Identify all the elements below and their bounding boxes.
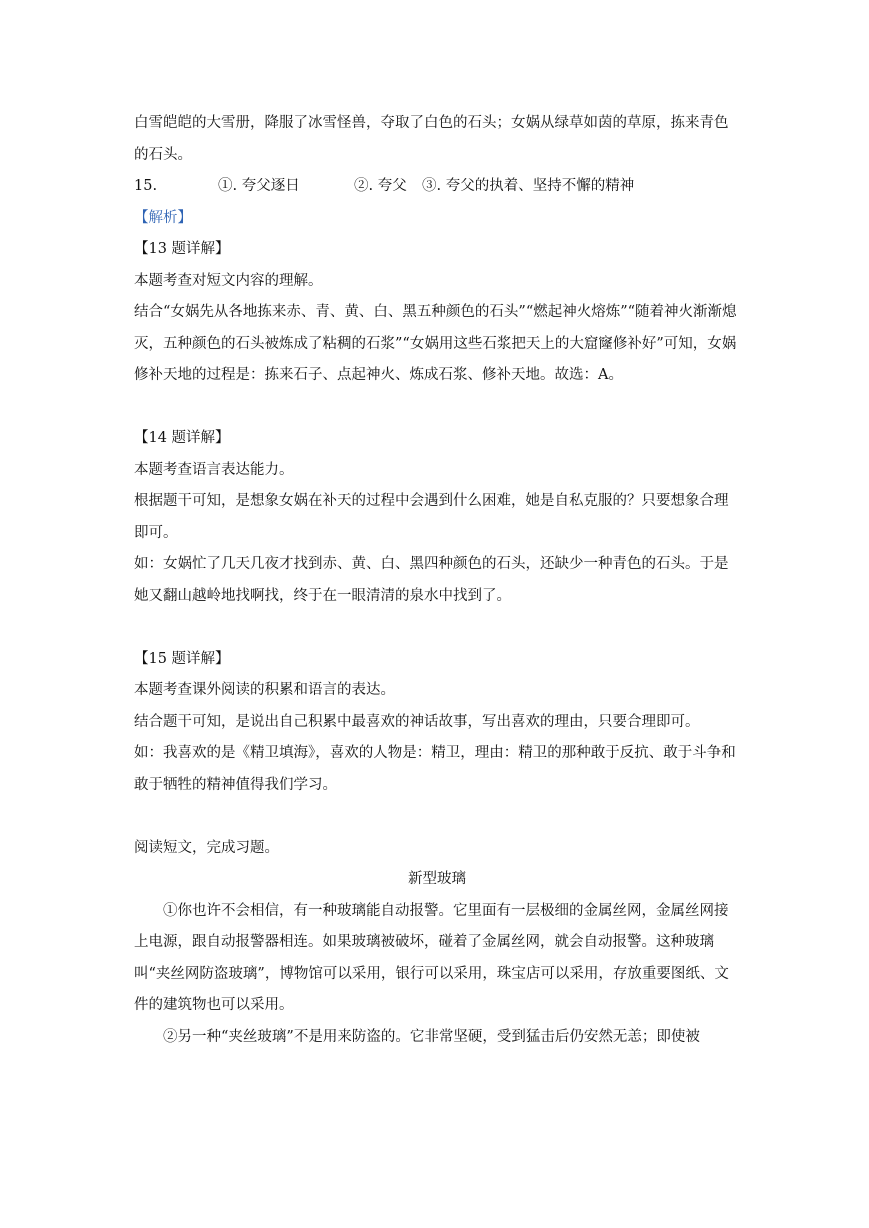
question-number: 15. — [134, 178, 158, 194]
section-15-heading: 【15 题详解】 — [134, 650, 230, 667]
spacer — [134, 612, 740, 644]
section-14-intro: 本题考查语言表达能力。 — [134, 461, 294, 478]
section-13-heading: 【13 题详解】 — [134, 241, 230, 257]
spacer — [134, 801, 740, 833]
section-14-example: 如：女娲忙了几天几夜才找到赤、黄、白、黑四种颜色的石头，还缺少一种青色的石头。于是她又翻山越岭地找啊找，终于在一眼清清的泉水中找到了。 — [134, 556, 729, 604]
passage-paragraph-1: ①你也许不会相信，有一种玻璃能自动报警。它里面有一层极细的金属丝网，金属丝网接上电源，跟自动报警器相连。如果玻璃被破坏，碰着了金属丝网，就会自动报警。这种玻璃叫“夹丝网防盗玻璃”，博物馆可以采用，银行可以采用，珠宝店可以采用，存放重要图纸、文件的建筑物也可以采用。 — [134, 902, 729, 1013]
answer-15-1: ①. 夸父逐日 — [218, 178, 300, 194]
answer-15-line — [134, 171, 740, 203]
section-14-heading: 【14 题详解】 — [134, 430, 230, 446]
passage-title: 新型玻璃 — [408, 871, 466, 887]
section-15-explanation: 结合题干可知，是说出自己积累中最喜欢的神话故事，写出喜欢的理由，只要合理即可。 — [134, 713, 700, 730]
spacer — [134, 392, 740, 424]
analysis-label: 【解析】 — [134, 209, 192, 226]
document-content — [134, 108, 740, 1053]
section-13-intro: 本题考查对短文内容的理解。 — [134, 272, 323, 289]
section-13-explanation: 结合“女娲先从各地拣来赤、青、黄、白、黑五种颜色的石头”“燃起神火熔炼”“随着神火渐渐熄灭，五种颜色的石头被炼成了粘稠的石浆”“女娲用这些石浆把天上的大窟窿修补好”可知，女娲修补天地的过程是：拣来石子、点起神火、炼成石浆、修补天地。故选：A。 — [134, 304, 737, 383]
answer-15-3: ③. 夸父的执着、坚持不懈的精神 — [422, 178, 635, 194]
answer-15-2: ②. 夸父 — [354, 178, 407, 194]
answer-14-continuation: 白雪皑皑的大雪册，降服了冰雪怪兽，夺取了白色的石头；女娲从绿草如茵的草原，拣来青色的石头。 — [134, 115, 729, 163]
section-15-example: 如：我喜欢的是《精卫填海》，喜欢的人物是：精卫，理由：精卫的那种敢于反抗、敢于斗争和敢于牺牲的精神值得我们学习。 — [134, 745, 736, 793]
section-14-explanation: 根据题干可知，是想象女娲在补天的过程中会遇到什么困难，她是自私克服的？只要想象合理即可。 — [134, 493, 729, 541]
passage-paragraph-2: ②另一种“夹丝玻璃”不是用来防盗的。它非常坚硬，受到猛击后仍安然无恙；即使被 — [163, 1028, 700, 1045]
section-15-intro: 本题考查课外阅读的积累和语言的表达。 — [134, 682, 395, 698]
reading-instruction: 阅读短文，完成习题。 — [134, 839, 279, 856]
